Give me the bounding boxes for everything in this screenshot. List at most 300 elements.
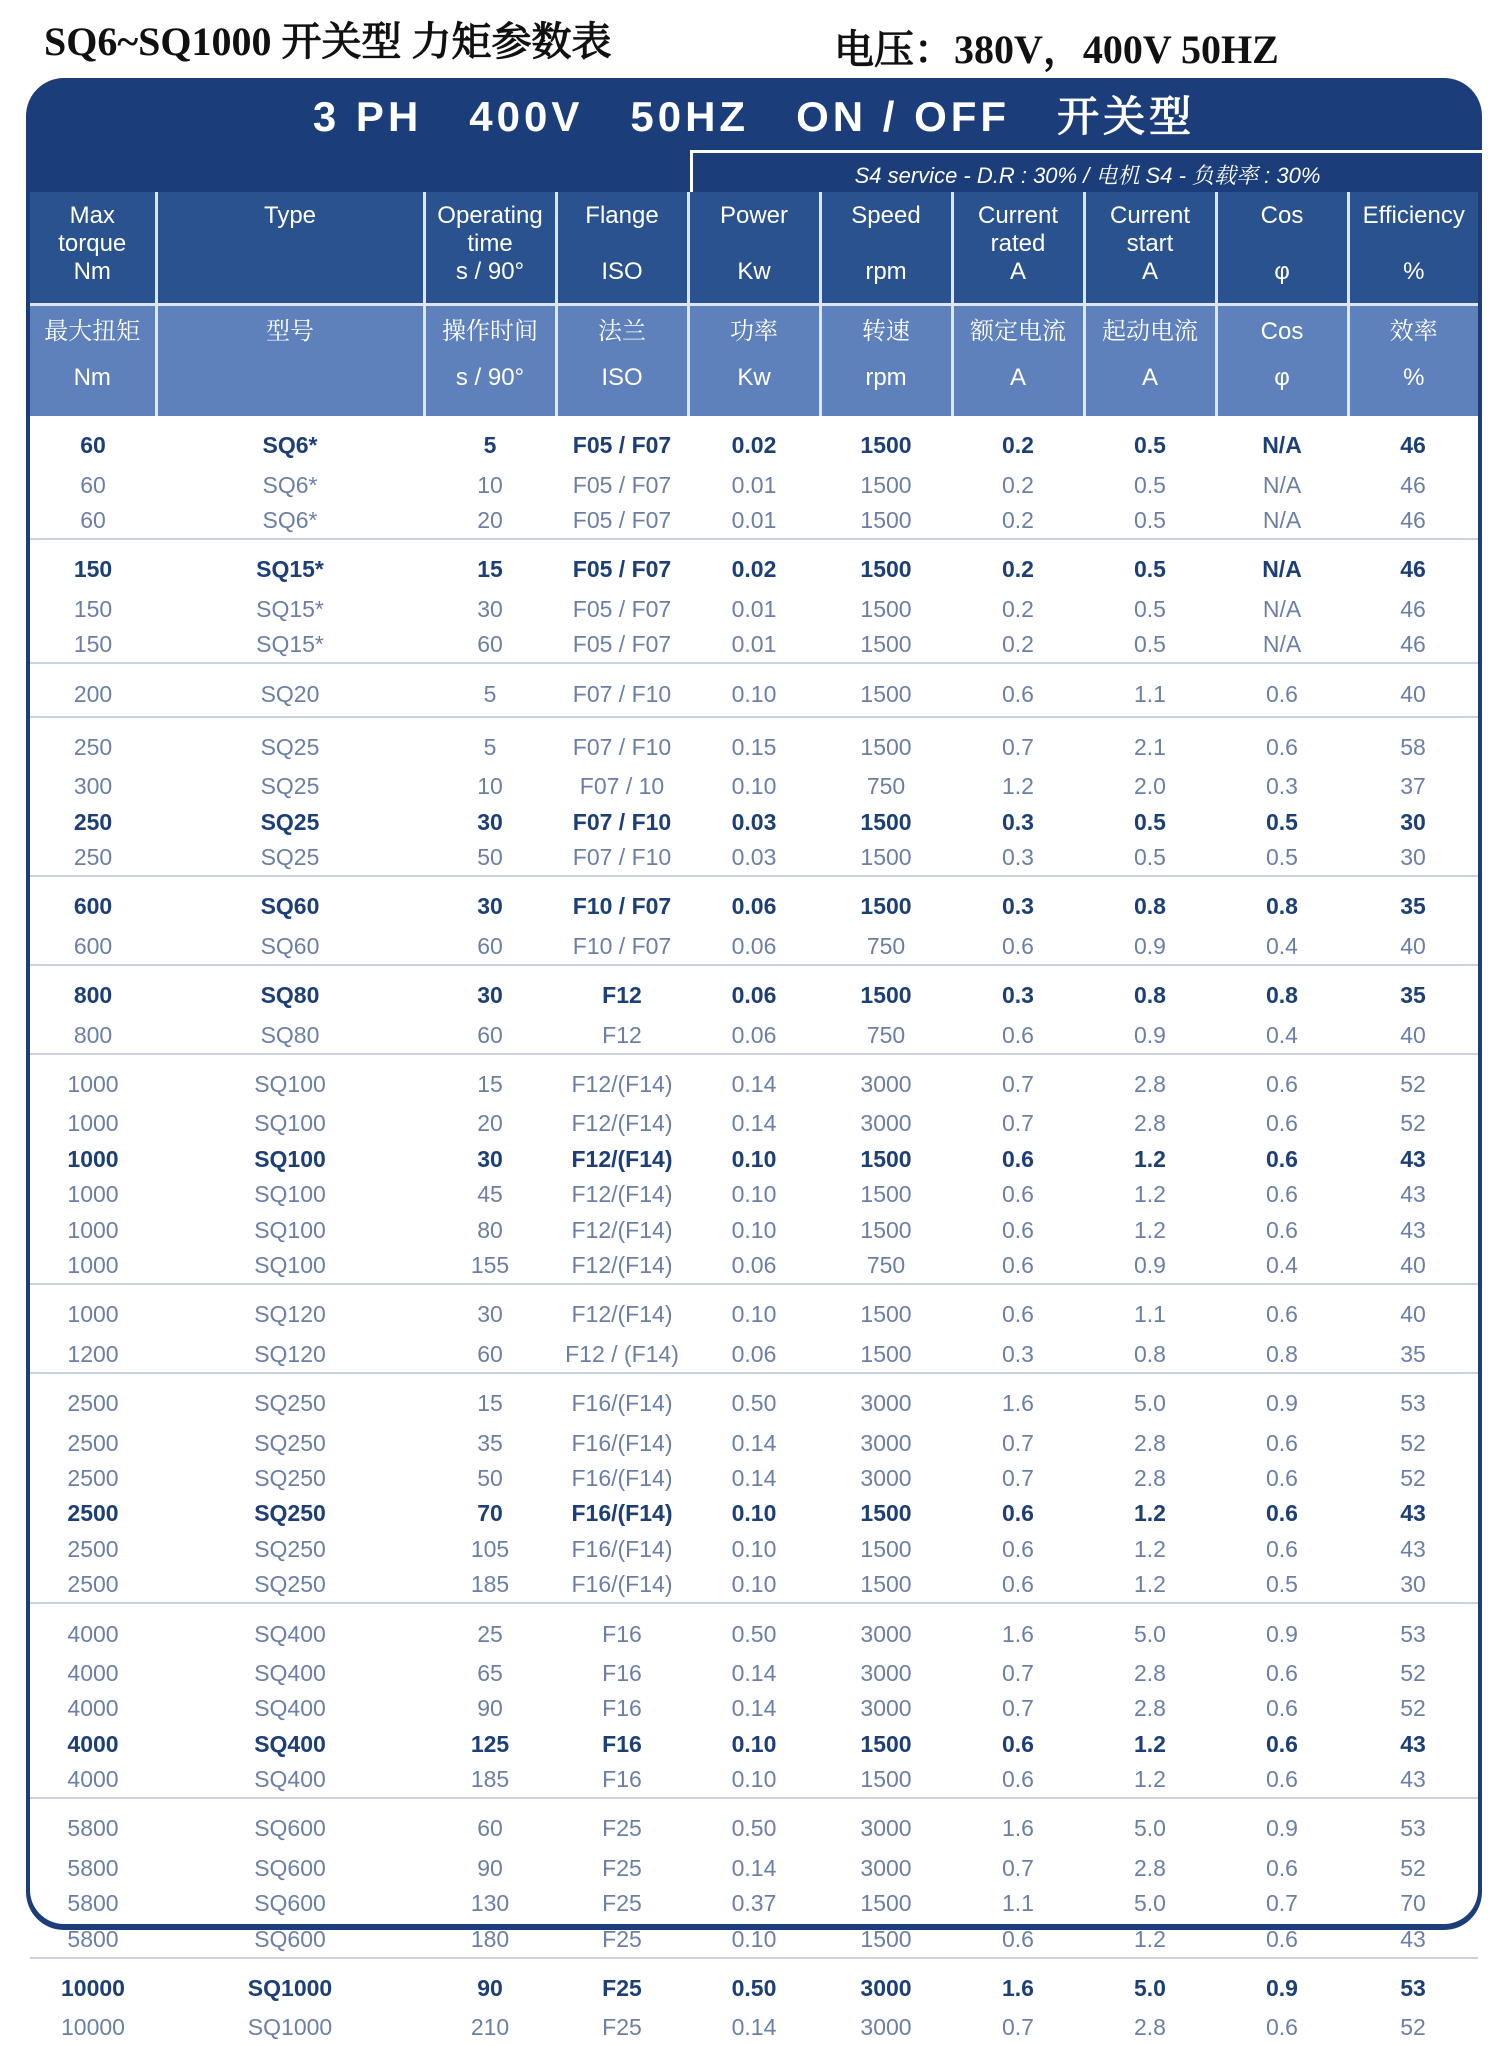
header-cell xyxy=(556,192,688,304)
table-cell: 1.2 xyxy=(1134,1535,1166,1562)
table-cell: 3000 xyxy=(860,2014,912,2041)
table-cell: 15 xyxy=(477,556,503,583)
header-label: Type xyxy=(263,202,317,229)
header-label: ISO xyxy=(601,258,643,285)
table-row xyxy=(30,876,1478,928)
table-cell: F07 / F10 xyxy=(556,840,688,876)
table-cell: 0.6 xyxy=(1266,1659,1298,1686)
table-cell: SQ600 xyxy=(254,1815,326,1842)
table-cell: SQ1000 xyxy=(247,1975,333,2002)
table-cell: 0.50 xyxy=(731,1815,777,1842)
table-cell: 0.6 xyxy=(952,1017,1084,1053)
table-cell: 0.6 xyxy=(952,1921,1084,1957)
table-cell: 0.5 xyxy=(1084,840,1216,876)
table-body-area xyxy=(30,416,1478,2041)
table-cell: 0.6 xyxy=(1266,1110,1298,1137)
header-label: Max xyxy=(69,202,115,229)
table-row xyxy=(30,1425,1478,1460)
table-cell: 0.10 xyxy=(688,1921,820,1957)
table-cell: 0.10 xyxy=(731,773,777,800)
table-cell: 3000 xyxy=(860,1429,912,1456)
table-cell: 1500 xyxy=(860,595,912,622)
header-label: A xyxy=(1009,258,1026,285)
table-cell: 0.6 xyxy=(1266,1301,1298,1328)
table-cell: 0.6 xyxy=(1266,1695,1298,1722)
table-row xyxy=(30,1798,1478,1850)
table-cell: 52 xyxy=(1400,1854,1426,1881)
header-label: Efficiency xyxy=(1362,202,1465,229)
table-cell: 46 xyxy=(1400,595,1426,622)
table-cell: 0.8 xyxy=(1084,1337,1216,1373)
table-cell: 1500 xyxy=(820,1762,952,1798)
table-cell: 800 xyxy=(30,1017,156,1053)
table-cell: F05 / F07 xyxy=(572,471,672,498)
table-cell: F25 xyxy=(556,1921,688,1957)
table-cell: 1.6 xyxy=(1002,1975,1034,2002)
table-cell: 750 xyxy=(820,1017,952,1053)
table-cell: 35 xyxy=(1348,1337,1478,1373)
table-cell: 1500 xyxy=(860,432,912,459)
table-cell: SQ250 xyxy=(254,1429,326,1456)
table-cell: N/A xyxy=(1262,556,1302,583)
table-cell: 30 xyxy=(477,595,503,622)
table-cell: 0.9 xyxy=(1266,1815,1298,1842)
header-unit: ISO xyxy=(601,363,643,391)
table-cell: 0.5 xyxy=(1134,595,1166,622)
table-cell: 1000 xyxy=(67,1181,119,1208)
table-cell: 10 xyxy=(477,471,503,498)
table-cell: SQ400 xyxy=(254,1695,326,1722)
table-cell: 2500 xyxy=(30,1567,156,1603)
table-cell: 0.4 xyxy=(1216,1248,1348,1284)
table-cell: 0.14 xyxy=(731,2014,777,2041)
header-cell-cn xyxy=(820,304,952,416)
header-label: A xyxy=(1141,258,1158,285)
table-cell: 130 xyxy=(470,1890,510,1917)
table-cell: 0.6 xyxy=(1002,1145,1034,1172)
table-cell: 90 xyxy=(477,1854,503,1881)
table-cell: 43 xyxy=(1348,1921,1478,1957)
table-row xyxy=(30,1054,1478,1106)
header-row-english xyxy=(30,192,1478,304)
table-cell: 0.6 xyxy=(1266,1181,1298,1208)
table-cell: 0.2 xyxy=(1002,595,1034,622)
table-cell: 5.0 xyxy=(1134,1815,1166,1842)
table-cell: F16 xyxy=(602,1659,642,1686)
table-cell: 0.14 xyxy=(731,1854,777,1881)
table-cell: 1500 xyxy=(860,1730,912,1757)
table-cell: 1500 xyxy=(820,840,952,876)
header-label: Speed xyxy=(851,202,921,229)
table-cell: N/A xyxy=(1262,471,1302,498)
table-cell: 0.7 xyxy=(1002,1659,1034,1686)
table-cell: 1.2 xyxy=(1134,1500,1166,1527)
table-cell: 0.10 xyxy=(731,1301,777,1328)
table-cell: 0.5 xyxy=(1084,503,1216,539)
table-cell: F16 xyxy=(602,1620,642,1647)
table-cell: 60 xyxy=(424,929,556,965)
table-cell: F25 xyxy=(602,1854,642,1881)
table-cell: 90 xyxy=(477,1695,503,1722)
table-cell: 5 xyxy=(424,663,556,716)
header-cell xyxy=(1216,192,1348,304)
table-cell: 65 xyxy=(477,1659,503,1686)
header-label: Nm xyxy=(73,258,111,285)
table-cell: 0.6 xyxy=(1266,2014,1298,2041)
table-cell: 15 xyxy=(477,1390,503,1417)
table-cell: SQ100 xyxy=(254,1145,326,1172)
table-cell: 5800 xyxy=(67,1815,119,1842)
table-cell: 60 xyxy=(424,1337,556,1373)
table-cell: 0.6 xyxy=(1266,1730,1298,1757)
header-label-cn: 效率 xyxy=(1389,317,1438,345)
table-cell: 1500 xyxy=(860,1301,912,1328)
table-cell: F07 / F10 xyxy=(572,808,672,835)
table-cell: 0.6 xyxy=(1002,1181,1034,1208)
table-cell: 1.2 xyxy=(1084,1762,1216,1798)
table-cell: SQ400 xyxy=(156,1762,424,1798)
table-cell: 46 xyxy=(1348,503,1478,539)
table-cell: 3000 xyxy=(860,1695,912,1722)
header-label: Flange xyxy=(585,202,659,229)
table-cell: 5 xyxy=(483,733,497,760)
table-cell: 0.6 xyxy=(1216,1762,1348,1798)
table-cell: 58 xyxy=(1400,733,1426,760)
table-cell: SQ400 xyxy=(254,1659,326,1686)
table-row xyxy=(30,1656,1478,1691)
table-cell: N/A xyxy=(1216,627,1348,663)
table-cell: SQ100 xyxy=(254,1181,326,1208)
table-cell: SQ1000 xyxy=(247,2014,333,2041)
banner-title: 3 PH 400V 50HZ ON / OFF 开关型 xyxy=(312,93,1196,140)
table-cell: 2.8 xyxy=(1134,2014,1166,2041)
header-cell xyxy=(1348,192,1478,304)
header-label: % xyxy=(1403,258,1425,285)
table-cell: 750 xyxy=(820,929,952,965)
table-cell: 0.9 xyxy=(1266,1975,1298,2002)
table-cell: 0.5 xyxy=(1134,808,1166,835)
table-cell: 1000 xyxy=(67,1145,119,1172)
table-cell: 0.5 xyxy=(1266,808,1298,835)
table-cell: F10 / F07 xyxy=(572,893,672,920)
table-cell: 0.3 xyxy=(952,840,1084,876)
table-row xyxy=(30,1373,1478,1425)
table-cell: 0.06 xyxy=(731,982,777,1009)
table-cell: F10 / F07 xyxy=(556,929,688,965)
table-cell: 30 xyxy=(1400,808,1426,835)
table-cell: F12 xyxy=(602,982,642,1009)
header-label-cn: 操作时间 xyxy=(442,317,538,345)
table-cell: 60 xyxy=(80,471,106,498)
table-cell: 0.50 xyxy=(731,1975,777,2002)
table-cell: 30 xyxy=(477,982,503,1009)
table-cell: 0.2 xyxy=(952,503,1084,539)
table-cell: 0.10 xyxy=(731,1500,777,1527)
table-cell: 0.6 xyxy=(952,1567,1084,1603)
table-cell: 0.7 xyxy=(1002,1429,1034,1456)
header-cell xyxy=(952,192,1084,304)
table-cell: 5 xyxy=(483,432,497,459)
table-cell: 0.9 xyxy=(1266,1620,1298,1647)
table-cell: SQ6* xyxy=(156,503,424,539)
table-cell: SQ80 xyxy=(260,982,320,1009)
table-cell: 1500 xyxy=(820,627,952,663)
table-cell: 0.6 xyxy=(1266,1464,1298,1491)
table-cell: F16/(F14) xyxy=(571,1535,673,1562)
table-cell: F05 / F07 xyxy=(572,432,672,459)
table-row xyxy=(30,1691,1478,1726)
table-cell: 30 xyxy=(477,893,503,920)
table-cell: 0.37 xyxy=(731,1890,777,1917)
header-cell xyxy=(688,192,820,304)
table-row xyxy=(30,1958,1478,2010)
table-cell: 40 xyxy=(1400,1301,1426,1328)
table-cell: 60 xyxy=(30,503,156,539)
table-cell: 1500 xyxy=(820,503,952,539)
table-cell: 53 xyxy=(1400,1390,1426,1417)
table-cell: 2.8 xyxy=(1134,1071,1166,1098)
table-cell: 80 xyxy=(477,1216,503,1243)
table-row xyxy=(30,929,1478,965)
table-cell: 5800 xyxy=(67,1854,119,1881)
table-cell: 46 xyxy=(1348,627,1478,663)
table-cell: 250 xyxy=(30,840,156,876)
parameter-table xyxy=(30,416,1478,2046)
table-cell: 0.06 xyxy=(688,929,820,965)
table-cell: 0.3 xyxy=(1002,982,1034,1009)
table-cell: 0.6 xyxy=(1266,1854,1298,1881)
table-cell: F25 xyxy=(602,1975,642,2002)
table-cell: 46 xyxy=(1400,432,1426,459)
table-cell: 0.5 xyxy=(1084,627,1216,663)
header-label: Power xyxy=(719,202,789,229)
table-cell: 0.2 xyxy=(1002,556,1034,583)
table-cell: 1.2 xyxy=(1002,773,1034,800)
header-cell xyxy=(820,192,952,304)
table-cell: F12/(F14) xyxy=(571,1216,673,1243)
header-cell xyxy=(1084,192,1216,304)
table-cell: 43 xyxy=(1400,1145,1426,1172)
table-cell: 1000 xyxy=(30,1248,156,1284)
table-cell: SQ80 xyxy=(156,1017,424,1053)
table-cell: SQ6* xyxy=(262,471,318,498)
table-row xyxy=(30,1177,1478,1212)
table-cell: 0.6 xyxy=(1216,1921,1348,1957)
table-cell: 52 xyxy=(1400,1071,1426,1098)
table-cell: 0.4 xyxy=(1216,929,1348,965)
table-cell: 5.0 xyxy=(1134,1975,1166,2002)
table-cell: 0.6 xyxy=(1266,1216,1298,1243)
table-cell: 0.50 xyxy=(731,1390,777,1417)
table-cell: 0.06 xyxy=(731,893,777,920)
table-cell: 35 xyxy=(1400,982,1426,1009)
table-cell: 1.2 xyxy=(1084,1921,1216,1957)
voltage-label: 电压：380V，400V 50HZ xyxy=(834,27,1279,72)
table-row xyxy=(30,1212,1478,1247)
table-cell: 1500 xyxy=(820,1567,952,1603)
table-cell: SQ250 xyxy=(254,1390,326,1417)
table-row xyxy=(30,1284,1478,1336)
table-cell: 0.7 xyxy=(1002,2014,1034,2041)
table-cell: 43 xyxy=(1400,1730,1426,1757)
table-cell: SQ6* xyxy=(262,432,318,459)
table-cell: 0.01 xyxy=(688,627,820,663)
table-cell: 46 xyxy=(1400,556,1426,583)
table-row xyxy=(30,805,1478,840)
header-label: s / 90° xyxy=(455,258,525,285)
table-cell: 1500 xyxy=(860,1145,912,1172)
table-cell: F05 / F07 xyxy=(556,627,688,663)
table-cell: SQ25 xyxy=(260,808,320,835)
table-cell: 0.3 xyxy=(1002,808,1034,835)
table-cell: 0.9 xyxy=(1266,1390,1298,1417)
table-cell: F16/(F14) xyxy=(571,1500,673,1527)
table-cell: SQ15* xyxy=(256,595,324,622)
table-row xyxy=(30,717,1478,769)
table-cell: 0.5 xyxy=(1134,471,1166,498)
table-row xyxy=(30,1248,1478,1284)
table-row xyxy=(30,2010,1478,2045)
table-cell: F16 xyxy=(602,1695,642,1722)
table-cell: 1500 xyxy=(860,1216,912,1243)
table-row xyxy=(30,1017,1478,1053)
table-row xyxy=(30,1762,1478,1798)
table-cell: 1000 xyxy=(67,1071,119,1098)
table-cell: 1500 xyxy=(820,663,952,716)
table-row xyxy=(30,1603,1478,1655)
table-row xyxy=(30,416,1478,467)
table-cell: F12/(F14) xyxy=(571,1071,673,1098)
table-cell: 43 xyxy=(1400,1500,1426,1527)
table-cell: 0.6 xyxy=(952,1248,1084,1284)
table-cell: 1.2 xyxy=(1134,1730,1166,1757)
table-cell: 0.6 xyxy=(1002,1301,1034,1328)
table-cell: 1500 xyxy=(860,982,912,1009)
header-label: Cos xyxy=(1260,202,1304,229)
table-cell: 3000 xyxy=(860,1464,912,1491)
table-cell: F16 xyxy=(556,1762,688,1798)
table-cell: 2.8 xyxy=(1134,1464,1166,1491)
header-unit: Kw xyxy=(737,363,771,391)
table-cell: 50 xyxy=(477,1464,503,1491)
table-cell: 0.8 xyxy=(1134,982,1166,1009)
table-cell: 35 xyxy=(1400,893,1426,920)
table-cell: 185 xyxy=(424,1762,556,1798)
table-cell: 0.10 xyxy=(731,1145,777,1172)
table-cell: SQ60 xyxy=(156,929,424,965)
table-cell: 52 xyxy=(1400,1429,1426,1456)
table-cell: SQ600 xyxy=(254,1890,326,1917)
table-cell: 0.8 xyxy=(1216,1337,1348,1373)
table-cell: 5.0 xyxy=(1134,1390,1166,1417)
table-cell: 60 xyxy=(424,1017,556,1053)
table-cell: 0.6 xyxy=(952,1762,1084,1798)
table-cell: F07 / F10 xyxy=(556,663,688,716)
table-cell: 0.02 xyxy=(731,432,777,459)
table-cell: 3000 xyxy=(860,1854,912,1881)
table-cell: 600 xyxy=(73,893,113,920)
table-cell: 1.6 xyxy=(1002,1815,1034,1842)
table-cell: 0.7 xyxy=(1002,1464,1034,1491)
header-label-cn: 型号 xyxy=(266,317,314,345)
header-cell-cn xyxy=(1216,304,1348,416)
table-cell: 0.9 xyxy=(1084,1017,1216,1053)
table-cell: F16/(F14) xyxy=(571,1390,673,1417)
table-cell: SQ250 xyxy=(156,1567,424,1603)
table-cell: 0.9 xyxy=(1084,1248,1216,1284)
table-row xyxy=(30,1106,1478,1141)
table-cell: 1500 xyxy=(860,1181,912,1208)
table-cell: 0.50 xyxy=(731,1620,777,1647)
header-label: φ xyxy=(1274,258,1290,285)
table-cell: 1500 xyxy=(860,808,912,835)
table-cell: 0.01 xyxy=(731,595,777,622)
header-label: Operating xyxy=(437,202,543,229)
table-cell: 0.7 xyxy=(1002,1071,1034,1098)
table-cell: SQ25 xyxy=(260,773,320,800)
table-cell: 0.01 xyxy=(688,503,820,539)
table-cell: 1500 xyxy=(820,1337,952,1373)
table-cell: 2.8 xyxy=(1134,1429,1166,1456)
table-row xyxy=(30,1142,1478,1177)
table-cell: F07 / F10 xyxy=(572,733,672,760)
header-cell xyxy=(156,192,424,304)
table-cell: 0.5 xyxy=(1216,1567,1348,1603)
table-cell: 0.01 xyxy=(731,471,777,498)
table-cell: 2500 xyxy=(67,1535,119,1562)
table-cell: 60 xyxy=(80,432,106,459)
table-cell: 2500 xyxy=(67,1390,119,1417)
table-cell: 45 xyxy=(477,1181,503,1208)
table-row xyxy=(30,840,1478,876)
table-cell: F16 xyxy=(602,1730,642,1757)
table-header xyxy=(30,192,1478,416)
table-cell: 0.10 xyxy=(731,1216,777,1243)
table-cell: 1500 xyxy=(860,1890,912,1917)
table-cell: 1500 xyxy=(860,556,912,583)
table-cell: 4000 xyxy=(67,1620,119,1647)
table-cell: 1200 xyxy=(30,1337,156,1373)
table-cell: 43 xyxy=(1400,1181,1426,1208)
table-cell: 0.9 xyxy=(1084,929,1216,965)
table-cell: 52 xyxy=(1400,1464,1426,1491)
table-cell: 10000 xyxy=(61,1975,125,2002)
header-unit: A xyxy=(1141,363,1158,391)
table-cell: 2.8 xyxy=(1134,1659,1166,1686)
header-row-chinese xyxy=(30,304,1478,416)
table-cell: 40 xyxy=(1348,1248,1478,1284)
table-cell: F25 xyxy=(602,2014,642,2041)
header-cell-cn xyxy=(30,304,156,416)
table-cell: 3000 xyxy=(860,1975,912,2002)
table-cell: 10000 xyxy=(61,2014,125,2041)
table-row xyxy=(30,1532,1478,1567)
table-cell: 200 xyxy=(30,663,156,716)
table-cell: 35 xyxy=(477,1429,503,1456)
table-cell: 0.6 xyxy=(952,663,1084,716)
table-cell: 0.5 xyxy=(1216,840,1348,876)
table-row xyxy=(30,1886,1478,1921)
table-cell: 0.06 xyxy=(688,1248,820,1284)
table-cell: 150 xyxy=(30,627,156,663)
table-cell: 40 xyxy=(1348,1017,1478,1053)
table-cell: 0.6 xyxy=(1002,1500,1034,1527)
table-cell: SQ25 xyxy=(156,840,424,876)
table-cell: 1000 xyxy=(67,1216,119,1243)
table-row xyxy=(30,467,1478,502)
header-label: rated xyxy=(990,230,1046,257)
table-cell: 210 xyxy=(470,2014,510,2041)
